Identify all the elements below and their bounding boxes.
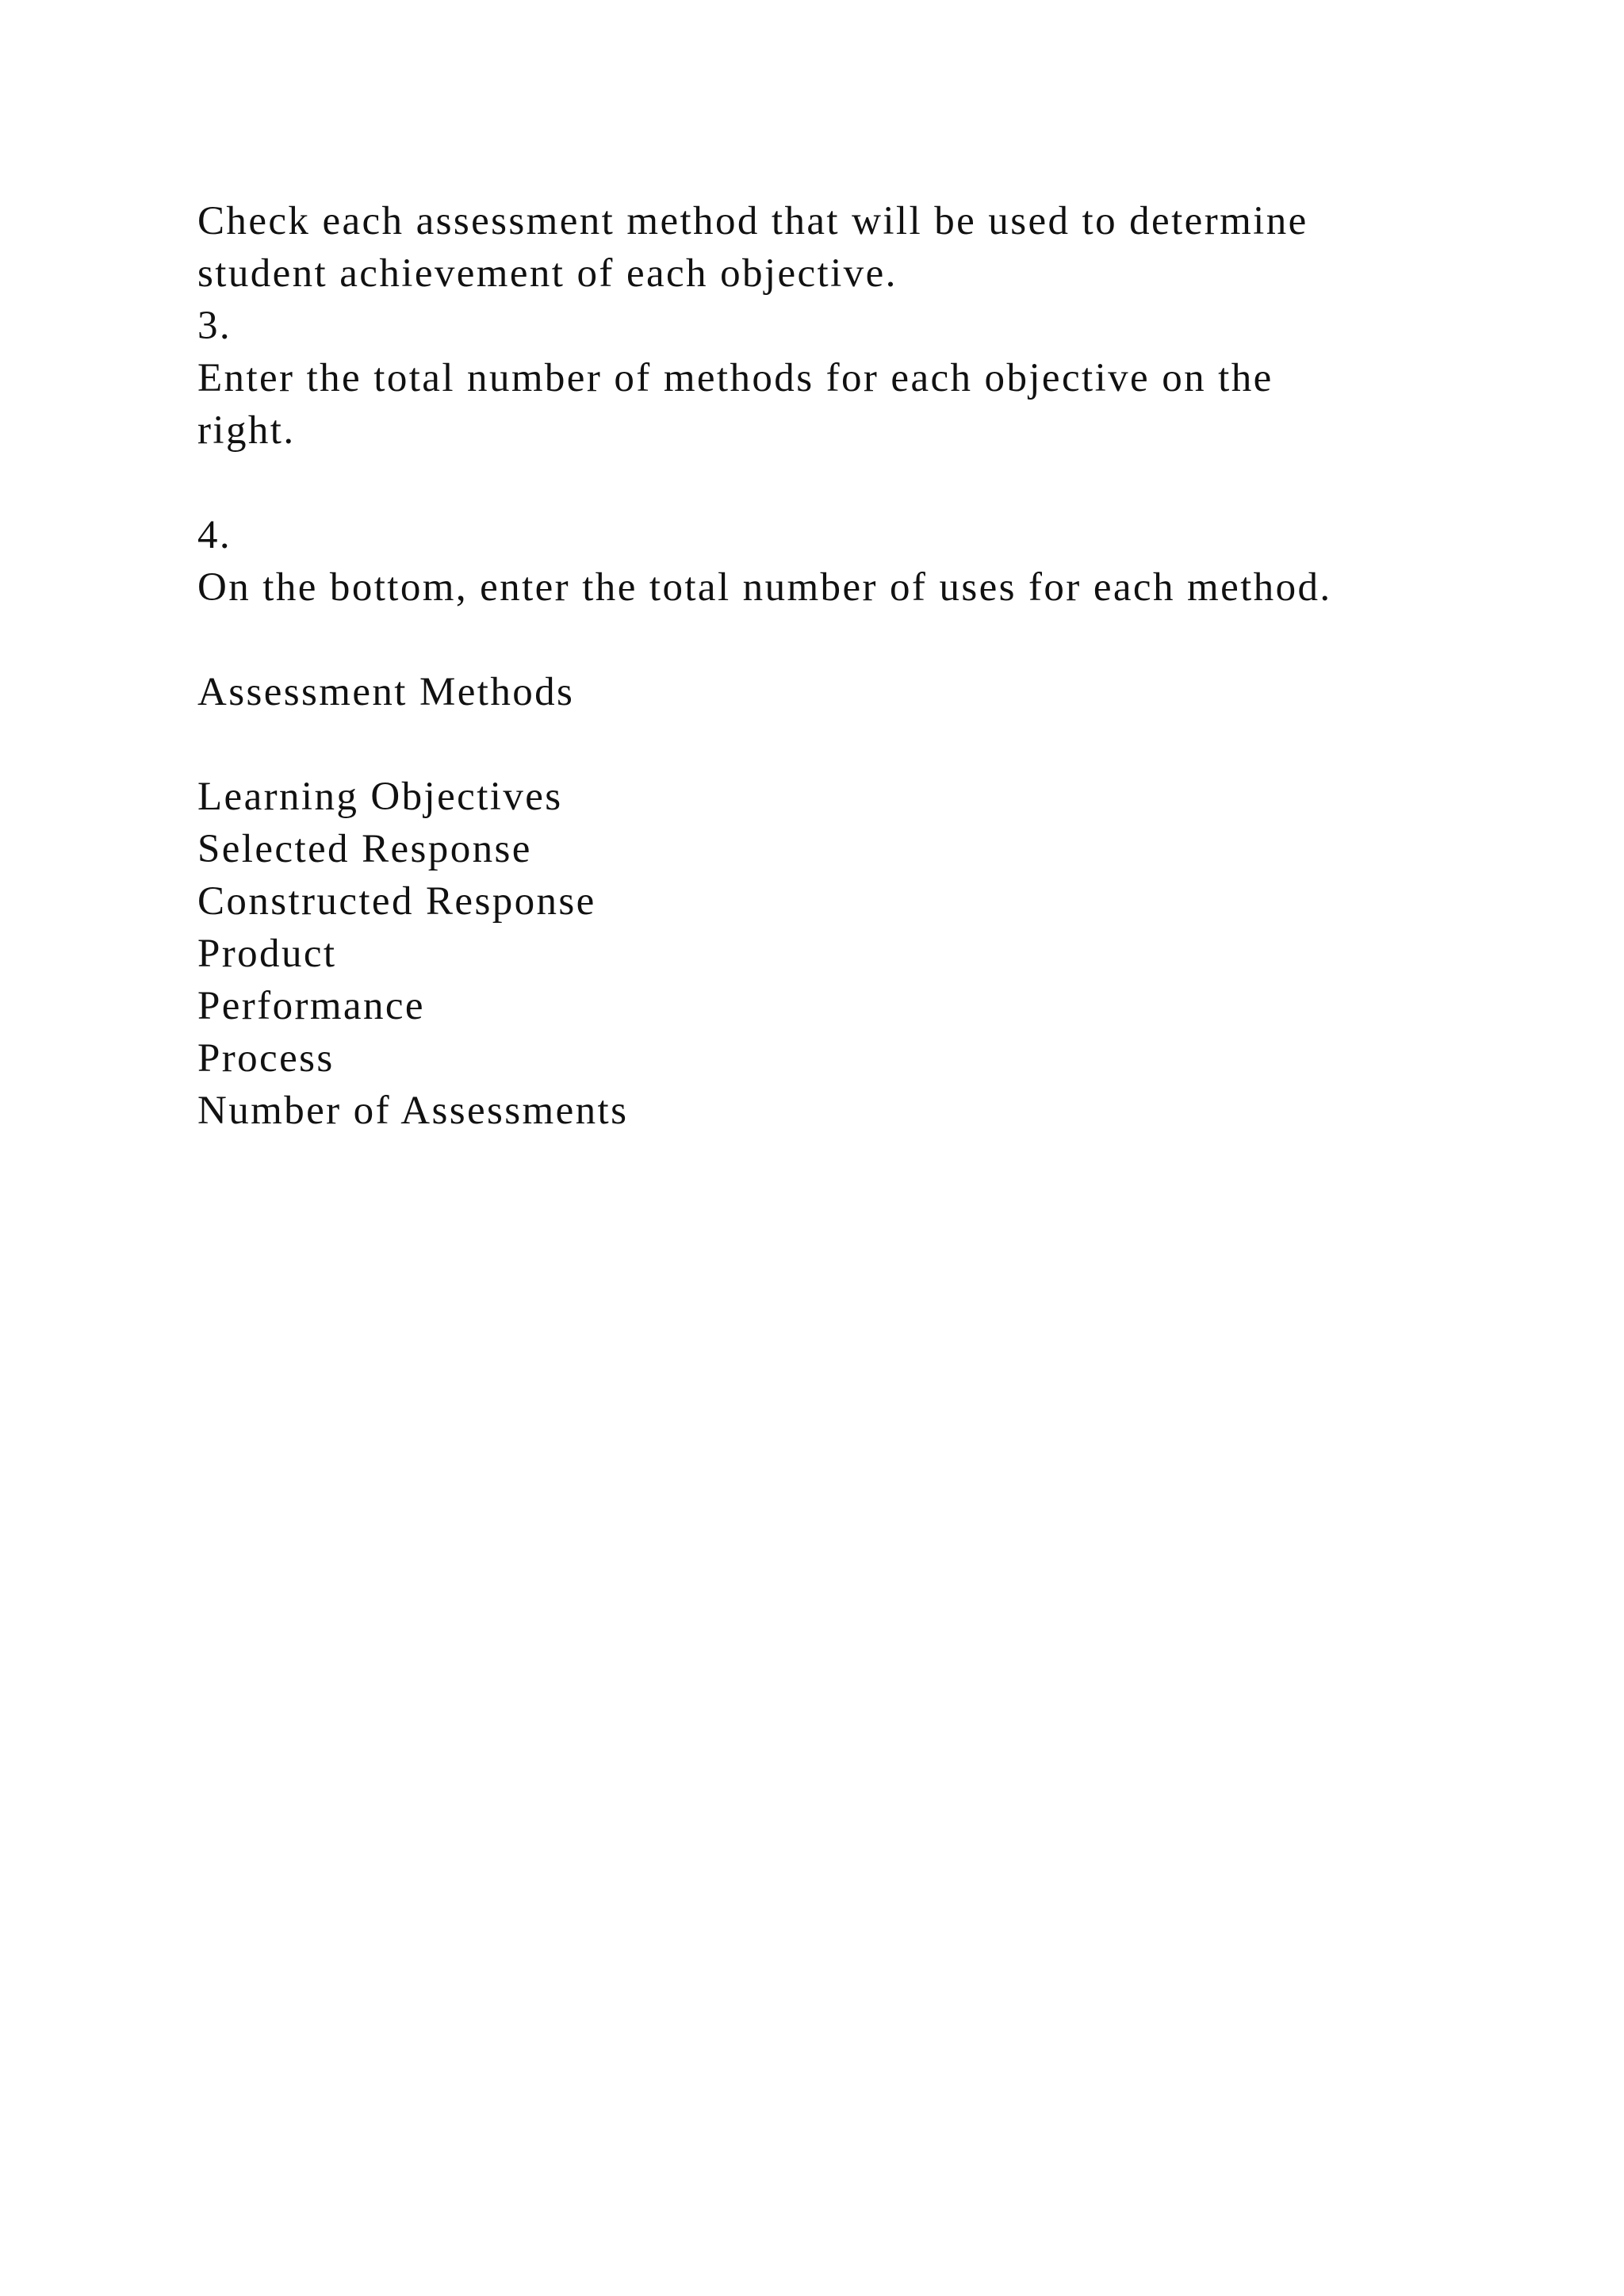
column-learning-objectives: Learning Objectives: [197, 775, 563, 819]
column-number-of-assessments: Number of Assessments: [197, 1089, 629, 1133]
instruction-step2-line2: student achievement of each objective.: [197, 251, 898, 296]
instruction-step4-line1: On the bottom, enter the total number of uses for each method.: [197, 565, 1332, 610]
blank-line: [197, 614, 1506, 666]
instruction-step2-line1: Check each assessment method that will be used to determine: [197, 199, 1308, 243]
step3-number: 3.: [197, 304, 232, 348]
blank-line: [197, 457, 1506, 509]
column-performance: Performance: [197, 984, 425, 1028]
column-process: Process: [197, 1036, 335, 1081]
document-text: [197, 195, 1506, 1137]
instruction-step3-line1: Enter the total number of methods for each objective on the: [197, 356, 1274, 400]
column-product: Product: [197, 932, 337, 976]
instruction-step3-line2: right.: [197, 408, 296, 453]
step4-number: 4.: [197, 513, 232, 557]
column-selected-response: Selected Response: [197, 827, 532, 871]
table-heading: Assessment Methods: [197, 670, 575, 714]
column-constructed-response: Constructed Response: [197, 879, 596, 924]
blank-line: [197, 718, 1506, 771]
